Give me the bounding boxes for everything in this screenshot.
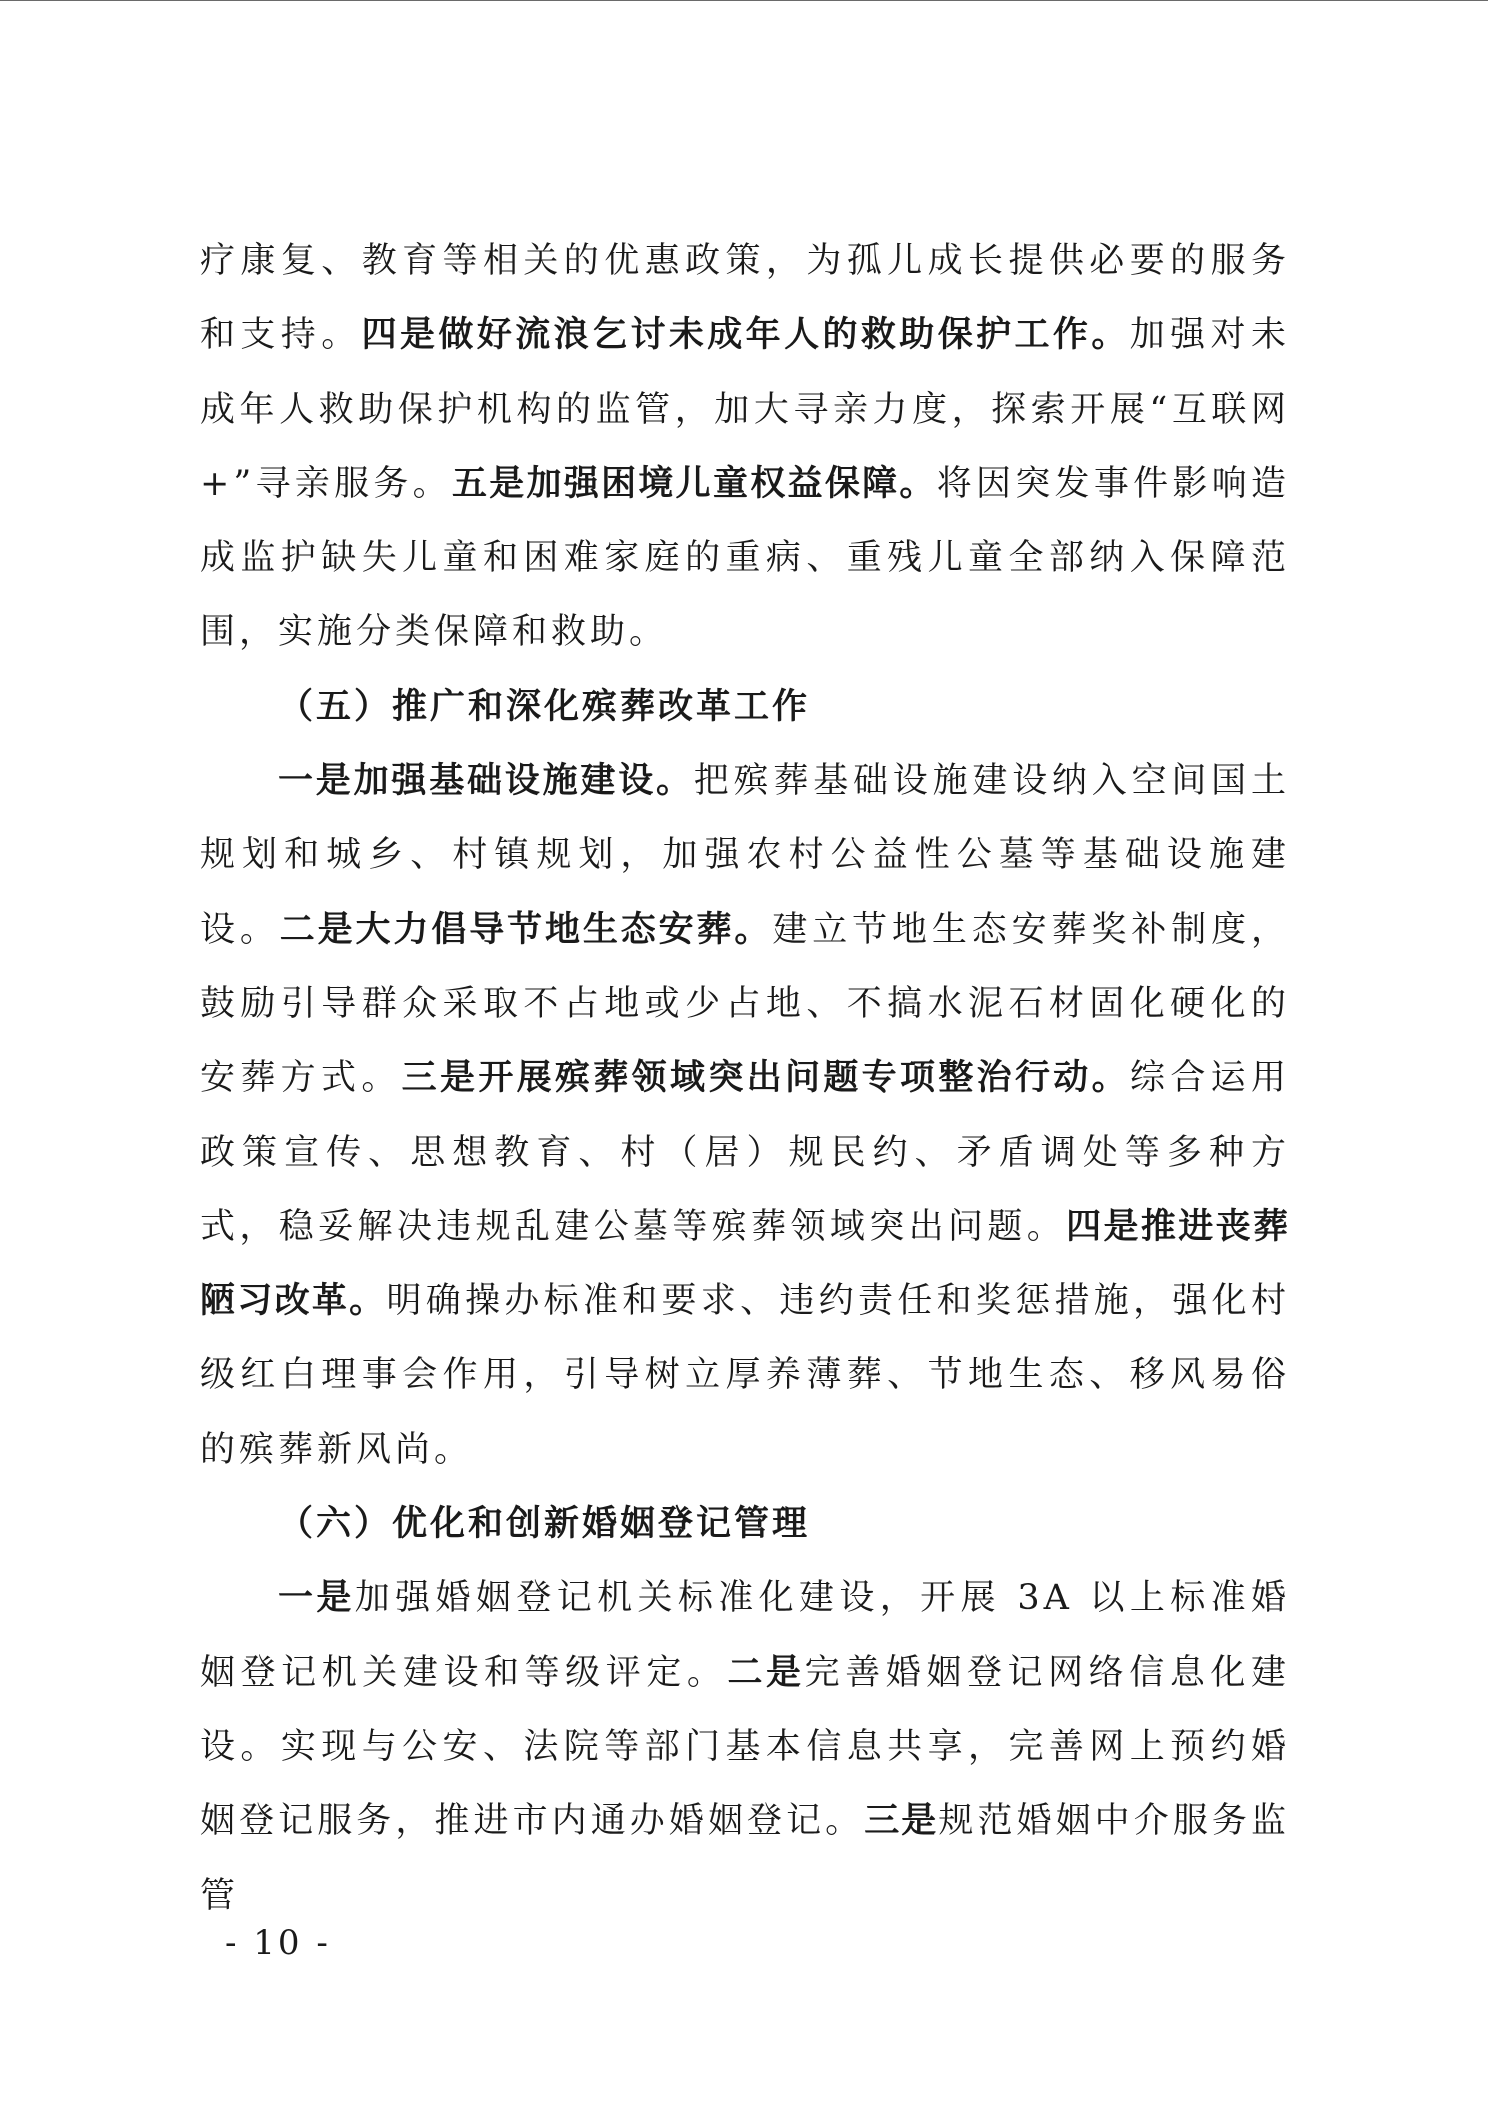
text-run: 建立节地生态安葬奖补制度，鼓励引导群众采取不占地或少占地、不搞水泥石材固化硬化的安葬方式。 bbox=[200, 909, 1290, 1099]
paragraph-children-welfare bbox=[200, 224, 1290, 670]
bold-point-one: 一是加强基础设施建设。 bbox=[278, 761, 694, 802]
bold-point-four: 四是做好流浪乞讨未成年人的救助保护工作。 bbox=[361, 315, 1130, 356]
text-run: 加强对未成年人救助保护机构的监管，加大寻亲力度，探索开展“互联网+”寻亲服务。 bbox=[200, 315, 1290, 504]
bold-point-three: 三是 bbox=[864, 1801, 939, 1842]
text-run: 加强婚姻登记机关标准化建设，开展 3A 以上标准婚姻登记机关建设和等级评定。 bbox=[200, 1578, 1290, 1693]
bold-point-one: 一是 bbox=[278, 1578, 355, 1619]
paragraph-marriage-registration bbox=[200, 1561, 1290, 1932]
bold-point-three: 三是开展殡葬领域突出问题专项整治行动。 bbox=[401, 1058, 1130, 1099]
text-run: 规范婚姻中介服务监管 bbox=[200, 1801, 1290, 1916]
bold-point-two: 二是大力倡导节地生态安葬。 bbox=[279, 909, 773, 950]
bold-point-five: 五是加强困境儿童权益保障。 bbox=[451, 463, 937, 504]
text-run: 完善婚姻登记网络信息化建设。实现与公安、法院等部门基本信息共享，完善网上预约婚姻登记服务，推进市内通办婚姻登记。 bbox=[200, 1652, 1290, 1842]
page-number: - 10 - bbox=[225, 1923, 331, 1963]
text-run: 将因突发事件影响造成监护缺失儿童和困难家庭的重病、重残儿童全部纳入保障范围，实施分类保障和救助。 bbox=[200, 463, 1290, 653]
bold-point-two: 二是 bbox=[727, 1652, 805, 1693]
document-body bbox=[200, 224, 1290, 1933]
text-run: 把殡葬基础设施建设纳入空间国土规划和城乡、村镇规划，加强农村公益性公墓等基础设施建设。 bbox=[200, 761, 1290, 950]
section-heading-five: （五）推广和深化殡葬改革工作 bbox=[278, 686, 811, 727]
bold-point-four: 四是推进丧葬陋习改革。 bbox=[200, 1206, 1290, 1322]
text-run: 明确操办标准和要求、违约责任和奖惩措施，强化村级红白理事会作用，引导树立厚养薄葬、节地生态、移风易俗的殡葬新风尚。 bbox=[200, 1281, 1290, 1470]
text-run: 综合运用政策宣传、思想教育、村（居）规民约、矛盾调处等多种方式，稳妥解决违规乱建公墓等殡葬领域突出问题。 bbox=[200, 1058, 1290, 1247]
section-heading-six: （六）优化和创新婚姻登记管理 bbox=[278, 1504, 811, 1545]
paragraph-funeral-reform bbox=[200, 744, 1290, 1487]
text-run: 疗康复、教育等相关的优惠政策，为孤儿成长提供必要的服务和支持。 bbox=[200, 241, 1290, 356]
